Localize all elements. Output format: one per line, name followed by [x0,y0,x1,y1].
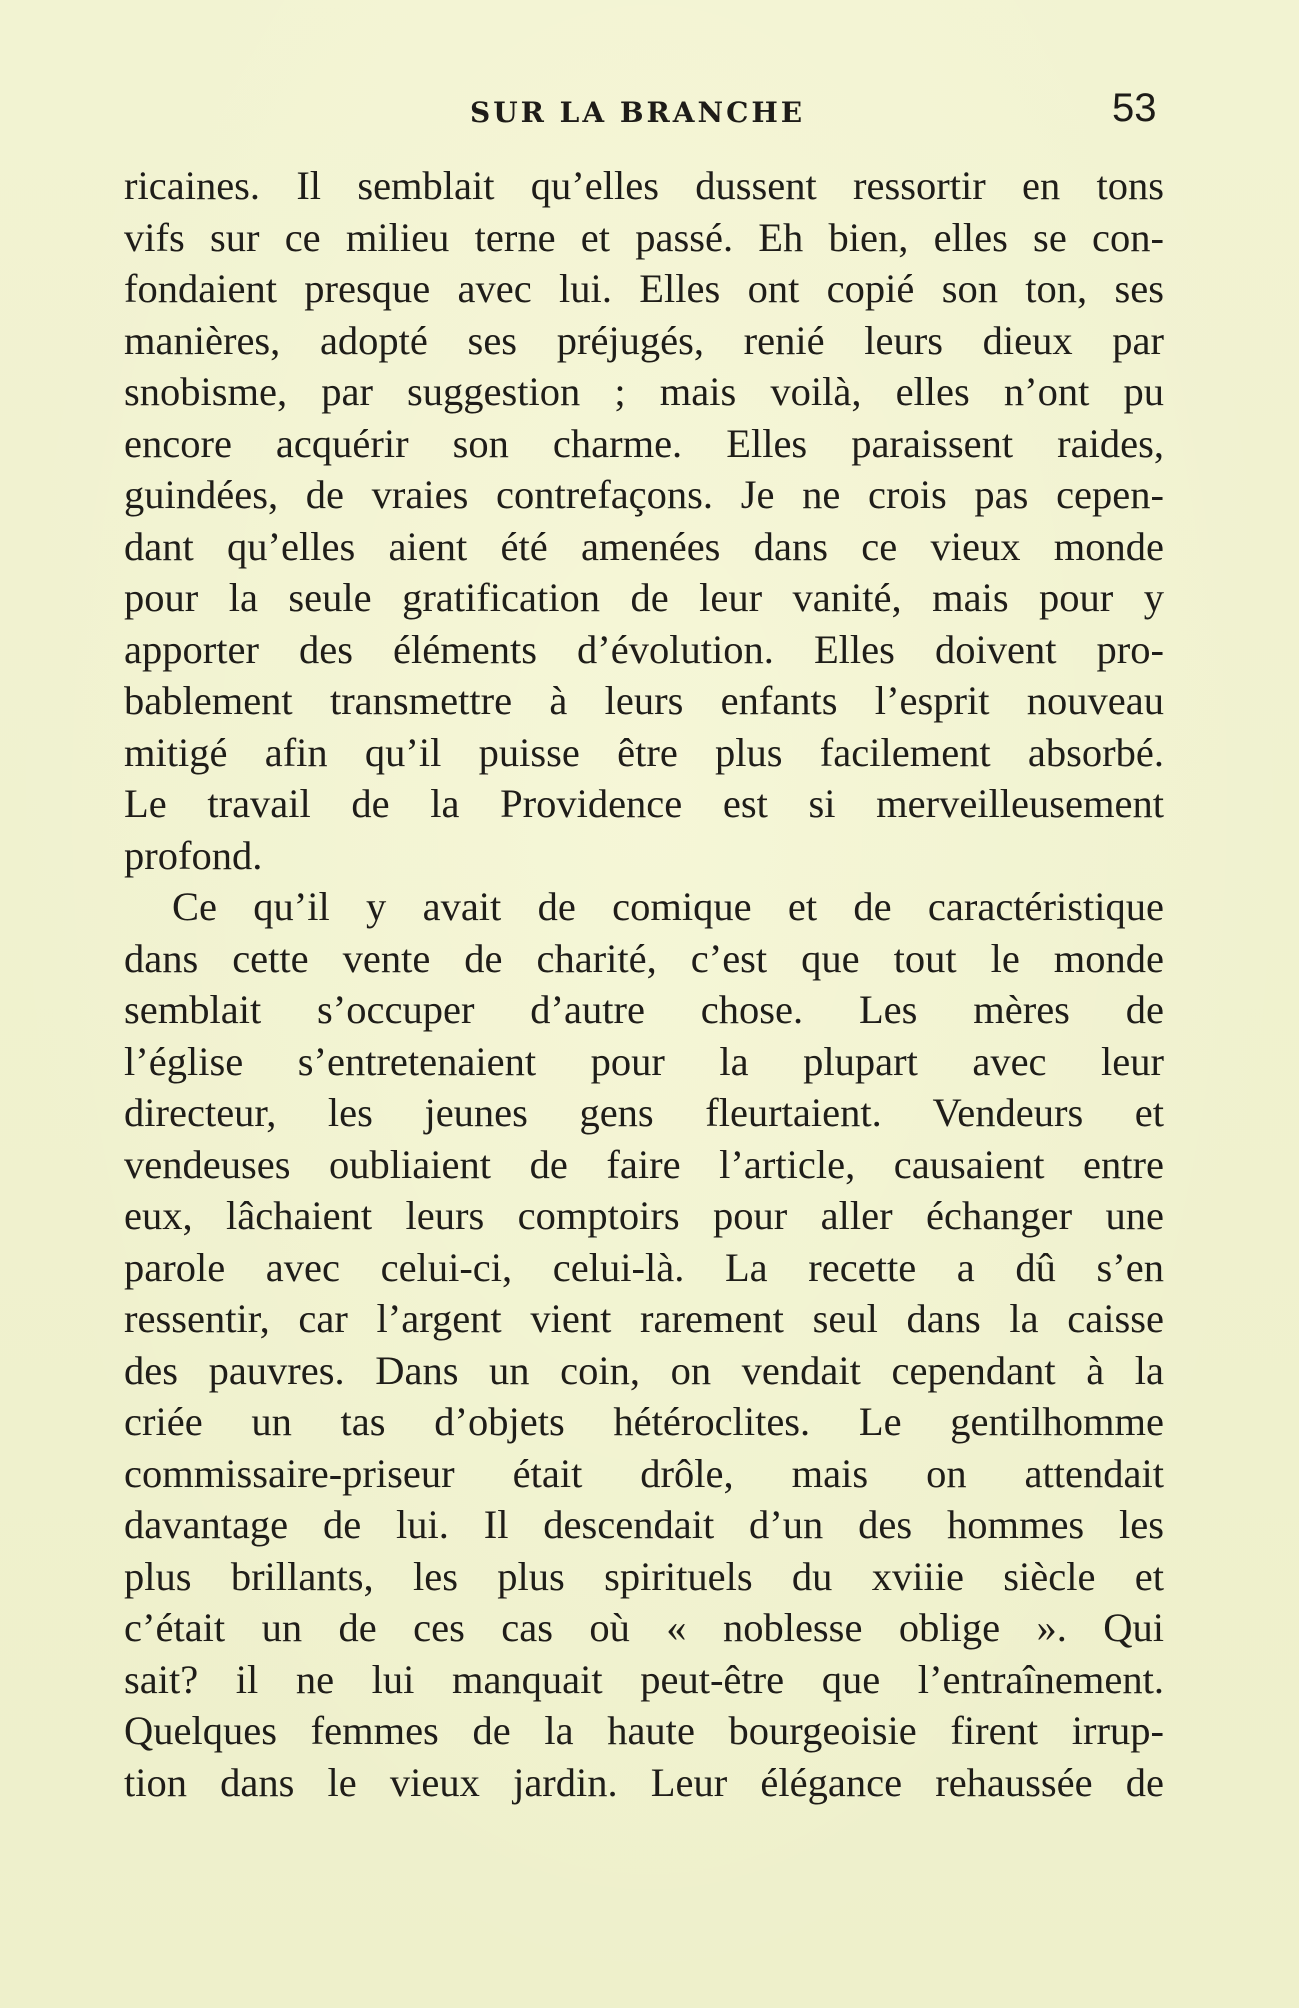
text-line: fondaient presque avec lui. Elles ont copié son ton, ses [124,266,1164,311]
text-line: encore acquérir son charme. Elles paraissent raides, [124,420,1164,466]
text-line: des pauvres. Dans un coin, on vendait cependant à la [124,1347,1164,1393]
text-line: bablement transmettre à leurs enfants l’esprit nouveau [124,678,1164,723]
text-line: Le travail de la Providence est si merveilleusement [124,781,1164,826]
page-number: 53 [1112,86,1157,130]
text-line: commissaire-priseur était drôle, mais on attendait [124,1450,1164,1496]
text-line: davantage de lui. Il descendait d’un des hommes les [124,1502,1164,1547]
text-line: criée un tas d’objets hétéroclites. Le gentilhomme [124,1399,1164,1444]
text-line: dans cette vente de charité, c’est que tout le monde [124,935,1164,981]
text-line: l’église s’entretenaient pour la plupart avec leur [124,1038,1164,1084]
body-text [124,160,1164,1808]
text-line: Quelques femmes de la haute bourgeoisie firent irrup- [124,1708,1164,1753]
running-title: SUR LA BRANCHE [470,96,806,129]
text-line: parole avec celui-ci, celui-là. La recette a dû s’en [124,1244,1164,1290]
text-line: eux, lâchaient leurs comptoirs pour aller échanger une [124,1193,1164,1238]
text-line: guindées, de vraies contrefaçons. Je ne crois pas cepen- [124,472,1164,517]
text-line: tion dans le vieux jardin. Leur élégance rehaussée de [124,1759,1164,1805]
paragraph-start-line: Ce qu’il y avait de comique et de caractéristique [172,884,1164,929]
text-line: plus brillants, les plus spirituels du xviiie siècle et [124,1553,1164,1599]
running-head [0,86,1299,136]
text-line: vifs sur ce milieu terne et passé. Eh bien, elles se con- [124,214,1164,260]
text-line: directeur, les jeunes gens fleurtaient. Vendeurs et [124,1090,1164,1135]
paragraph-end-line: profond. [124,832,263,878]
text-line: semblait s’occuper d’autre chose. Les mères de [124,987,1164,1032]
text-line: pour la seule gratification de leur vanité, mais pour y [124,575,1164,620]
text-line: sait? il ne lui manquait peut-être que l’entraînement. [124,1656,1164,1702]
text-line: dant qu’elles aient été amenées dans ce vieux monde [124,523,1164,569]
text-line: ressentir, car l’argent vient rarement seul dans la caisse [124,1296,1164,1341]
text-line: c’était un de ces cas où « noblesse oblige ». Qui [124,1605,1164,1650]
text-line: apporter des éléments d’évolution. Elles doivent pro- [124,626,1164,672]
text-line: snobisme, par suggestion ; mais voilà, elles n’ont pu [124,369,1164,414]
text-line: mitigé afin qu’il puisse être plus facilement absorbé. [124,729,1164,775]
text-line: ricaines. Il semblait qu’elles dussent ressortir en tons [124,163,1164,208]
text-line: vendeuses oubliaient de faire l’article, causaient entre [124,1141,1164,1187]
text-line: manières, adopté ses préjugés, renié leurs dieux par [124,317,1164,363]
